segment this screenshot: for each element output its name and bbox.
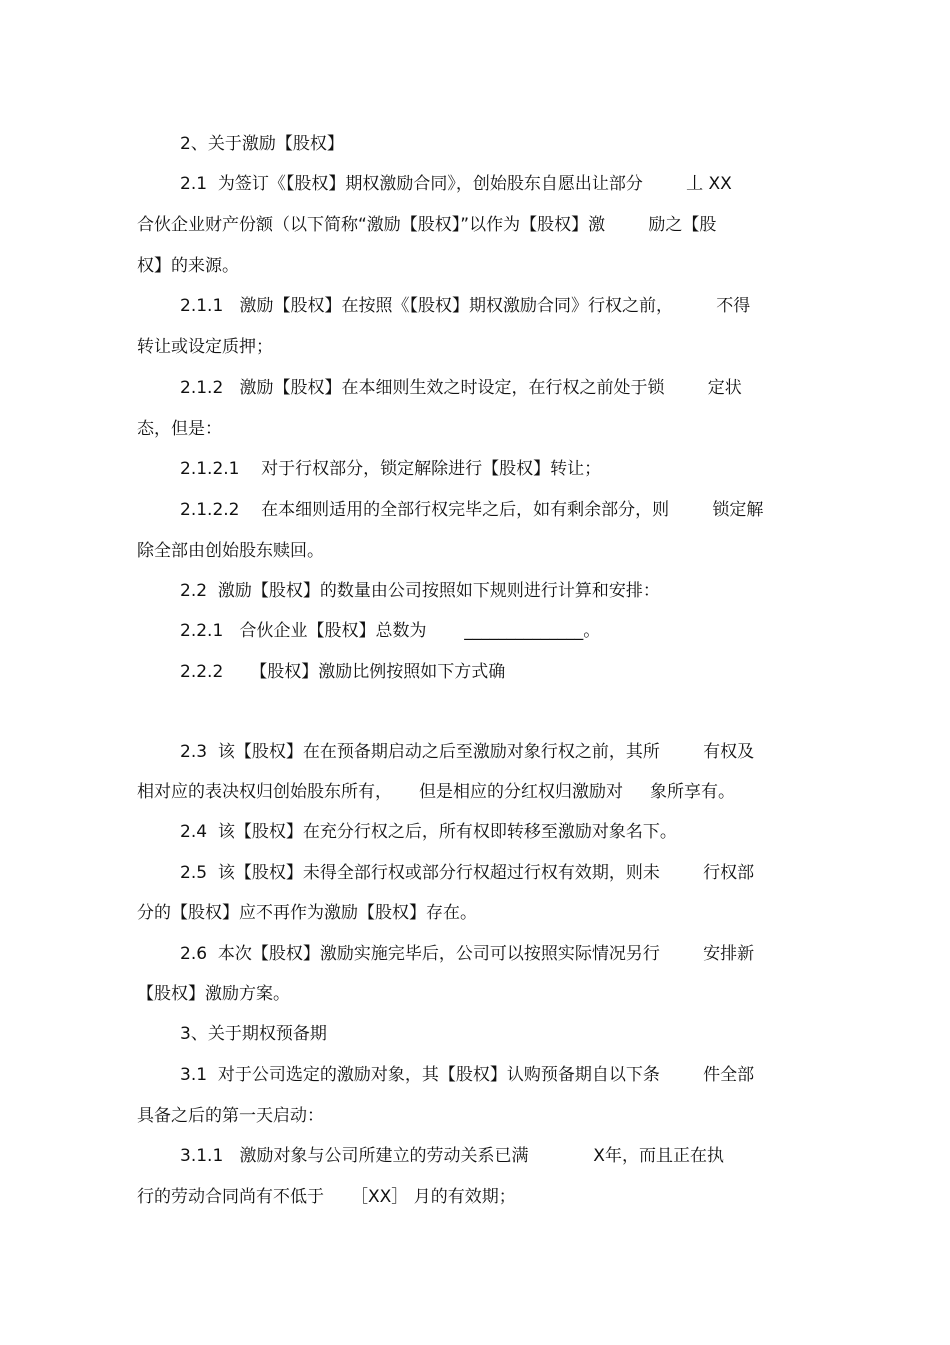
paragraph-line: 2.1.2.1 对于行权部分，锁定解除进行【股权】转让； <box>180 459 602 479</box>
section-heading: 2、关于激励【股权】 <box>180 134 344 154</box>
paragraph-line: 2.2.1 合伙企业【股权】总数为 ______________。 <box>180 621 601 641</box>
paragraph-line: 2.1.2 激励【股权】在本细则生效之时设定，在行权之前处于锁 定状 <box>180 378 742 398</box>
paragraph-line: 2.1 为签订《【股权】期权激励合同》，创始股东自愿出让部分 丄 XX <box>180 174 732 194</box>
paragraph-line: 行的劳动合同尚有不低于 ［XX］ 月的有效期； <box>137 1187 516 1207</box>
paragraph-line: 转让或设定质押； <box>137 337 273 357</box>
paragraph-line: 2.1.2.2 在本细则适用的全部行权完毕之后，如有剩余部分，则 锁定解 <box>180 500 764 520</box>
paragraph-line: 具备之后的第一天启动： <box>137 1106 324 1126</box>
paragraph-line: 【股权】激励方案。 <box>137 984 290 1004</box>
paragraph-line: 除全部由创始股东赎回。 <box>137 541 324 561</box>
paragraph-line: 态，但是： <box>137 419 222 439</box>
paragraph-line: 2.2.2 【股权】激励比例按照如下方式确 <box>180 662 506 682</box>
paragraph-line: 合伙企业财产份额（以下简称“激励【股权】”以作为【股权】激 励之【股 <box>137 215 717 235</box>
paragraph-line: 2.4 该【股权】在充分行权之后，所有权即转移至激励对象名下。 <box>180 822 677 842</box>
paragraph-line: 3.1 对于公司选定的激励对象，其【股权】认购预备期自以下条 件全部 <box>180 1065 755 1085</box>
paragraph-line: 权】的来源。 <box>137 256 239 276</box>
paragraph-line: 3.1.1 激励对象与公司所建立的劳动关系已满 X年，而且正在执 <box>180 1146 724 1166</box>
paragraph-line: 2.3 该【股权】在在预备期启动之后至激励对象行权之前，其所 有权及 <box>180 742 755 762</box>
paragraph-line: 2.2 激励【股权】的数量由公司按照如下规则进行计算和安排： <box>180 581 660 601</box>
paragraph-line: 分的【股权】应不再作为激励【股权】存在。 <box>137 903 477 923</box>
paragraph-line: 2.5 该【股权】未得全部行权或部分行权超过行权有效期，则未 行权部 <box>180 863 755 883</box>
paragraph-line: 2.6 本次【股权】激励实施完毕后，公司可以按照实际情况另行 安排新 <box>180 944 755 964</box>
section-heading: 3、关于期权预备期 <box>180 1024 327 1044</box>
paragraph-line: 相对应的表决权归创始股东所有， 但是相应的分红权归激励对 象所享有。 <box>137 782 736 802</box>
paragraph-line: 2.1.1 激励【股权】在按照《【股权】期权激励合同》行权之前， 不得 <box>180 296 751 316</box>
